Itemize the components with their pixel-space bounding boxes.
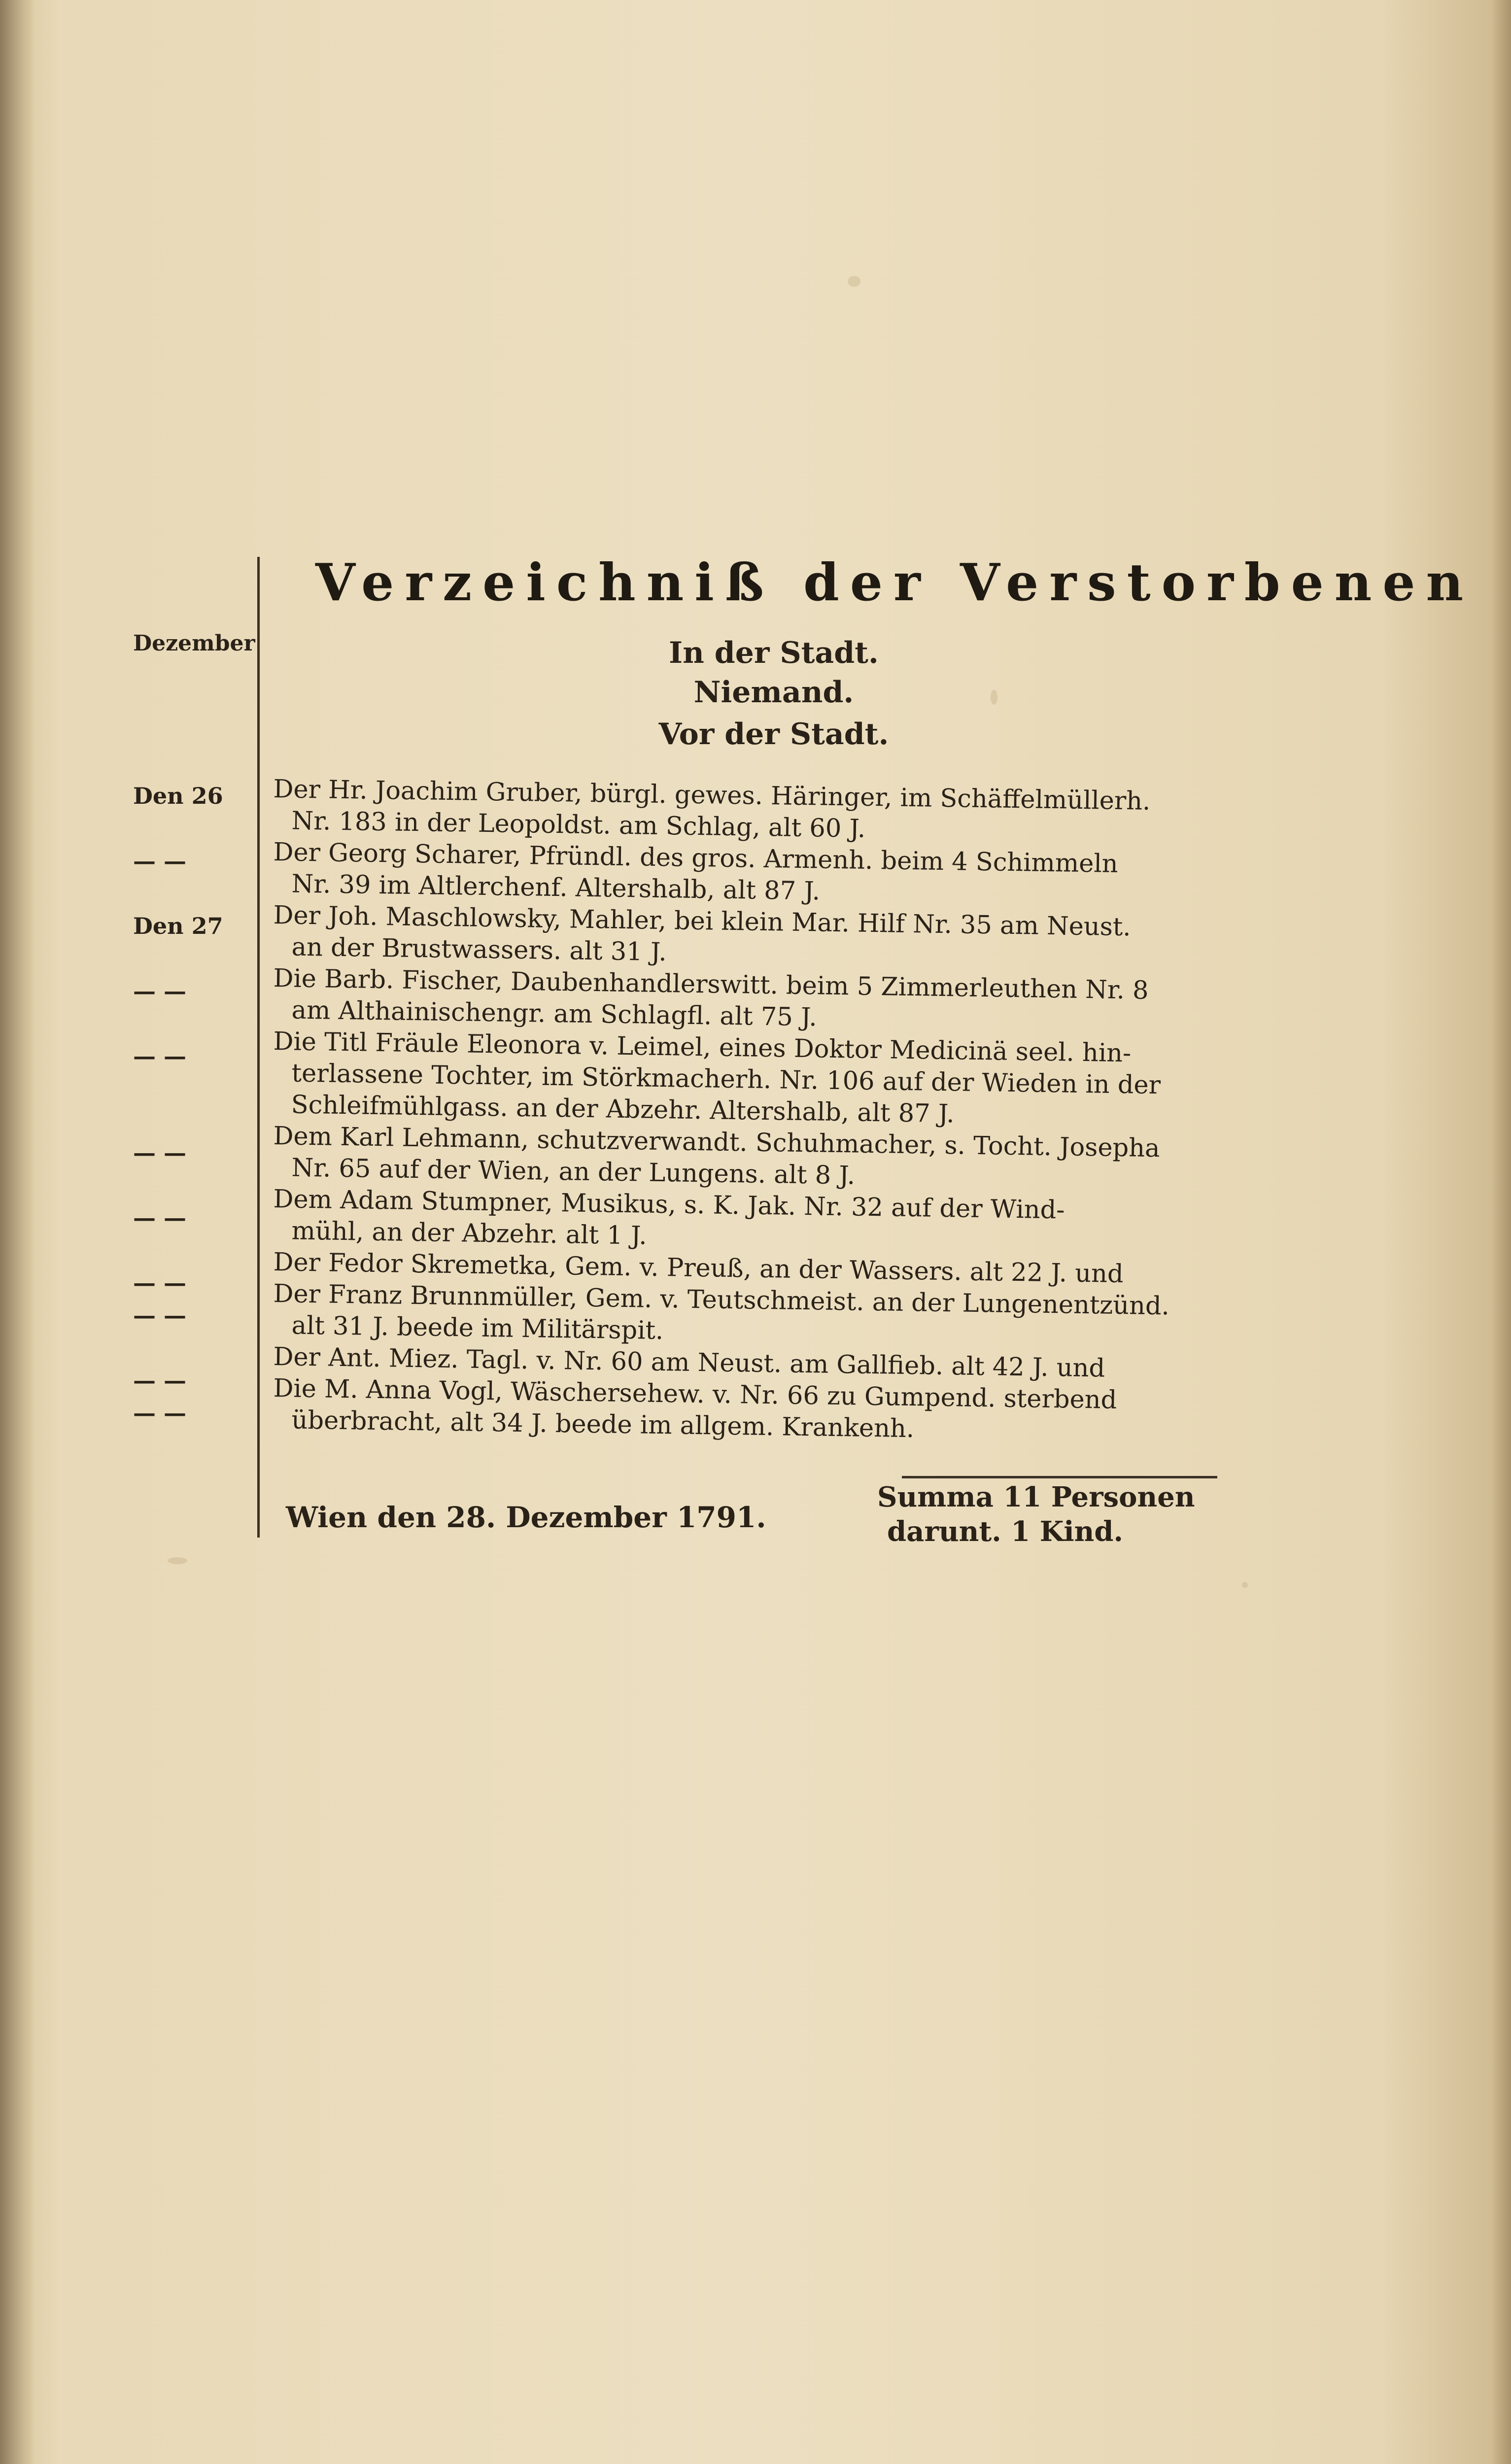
entry-line: Die M. Anna Vogl, Wäschersehew. v. Nr. 66 zu Gumpend. sterbend (273, 1373, 1117, 1415)
paper-stain (848, 276, 860, 287)
section-suburbs: Vor der Stadt. (658, 717, 889, 752)
date-label: — — (133, 1204, 187, 1231)
summary-children: darunt. 1 Kind. (887, 1515, 1124, 1548)
entry-line: Nr. 183 in der Leopoldst. am Schlag, alt 60 J. (291, 806, 866, 844)
date-label: — — (133, 1400, 187, 1426)
paper-stain (168, 1557, 187, 1564)
entry-line: alt 31 J. beede im Militärspit. (291, 1311, 664, 1346)
entry-line: Der Georg Scharer, Pfründl. des gros. Armenh. beim 4 Schimmeln (273, 837, 1118, 879)
margin-rule (257, 557, 260, 1538)
entry-line: Der Ant. Miez. Tagl. v. Nr. 60 am Neust. am Gallfieb. alt 42 J. und (273, 1342, 1105, 1383)
place-date: Wien den 28. Dezember 1791. (286, 1501, 766, 1534)
summary-rule (902, 1476, 1217, 1478)
entry-line: Der Hr. Joachim Gruber, bürgl. gewes. Häringer, im Schäffelmüllerh. (273, 774, 1151, 816)
summary-total: Summa 11 Personen (877, 1481, 1195, 1513)
entry-line: Die Titl Fräule Eleonora v. Leimel, eines Doktor Medicinä seel. hin- (273, 1027, 1132, 1068)
date-label: — — (133, 1139, 187, 1166)
date-label: Den 27 (133, 913, 223, 939)
date-label: — — (133, 1302, 187, 1329)
entry-line: Dem Karl Lehmann, schutzverwandt. Schuhmacher, s. Tocht. Josepha (273, 1121, 1160, 1164)
entry-line: Nr. 65 auf der Wien, an der Lungens. alt 8 J. (291, 1153, 856, 1191)
entry-line: mühl, an der Abzehr. alt 1 J. (291, 1216, 648, 1251)
date-label: Den 26 (133, 783, 223, 809)
entry-line: Der Franz Brunnmüller, Gem. v. Teutschmeist. an der Lungenentzünd. (273, 1279, 1170, 1321)
entry-line: am Althainischengr. am Schlagfl. alt 75 J. (291, 995, 818, 1032)
entry-line: Dem Adam Stumpner, Musikus, s. K. Jak. Nr. 32 auf der Wind- (273, 1184, 1065, 1225)
date-label: — — (133, 1269, 187, 1296)
entry-line: Der Fedor Skremetka, Gem. v. Preuß, an der Wassers. alt 22 J. und (273, 1247, 1124, 1289)
city-none: Niemand. (693, 675, 854, 710)
date-label: — — (133, 1367, 187, 1394)
list-item (273, 1373, 1284, 1450)
entry-line: Schleifmühlgass. an der Abzehr. Altershalb, alt 87 J. (291, 1090, 955, 1129)
entry-line: Der Joh. Maschlowsky, Mahler, bei klein Mar. Hilf Nr. 35 am Neust. (273, 900, 1132, 942)
page-edge-shadow (1491, 0, 1511, 2464)
date-label: — — (133, 978, 187, 1004)
entry-line: an der Brustwassers. alt 31 J. (291, 932, 667, 967)
date-label: — — (133, 848, 187, 874)
binding-gutter (0, 0, 34, 2464)
date-label: — — (133, 1043, 187, 1069)
entry-line: Die Barb. Fischer, Daubenhandlerswitt. beim 5 Zimmerleuthen Nr. 8 (273, 963, 1149, 1005)
list-item (272, 1026, 1283, 1135)
entry-line: überbracht, alt 34 J. beede im allgem. Krankenh. (291, 1405, 915, 1444)
entry-line: terlassene Tochter, im Störkmacherh. Nr. 106 auf der Wieden in der (291, 1059, 1161, 1100)
month-label: Dezember (133, 631, 255, 656)
paper-stain (1242, 1582, 1248, 1588)
page-title: Verzeichniß der Verstorbenen (315, 552, 1475, 613)
entry-line: Nr. 39 im Altlerchenf. Altershalb, alt 87 J. (291, 869, 821, 906)
entry-list (273, 774, 1284, 1444)
section-city: In der Stadt. (669, 636, 879, 670)
